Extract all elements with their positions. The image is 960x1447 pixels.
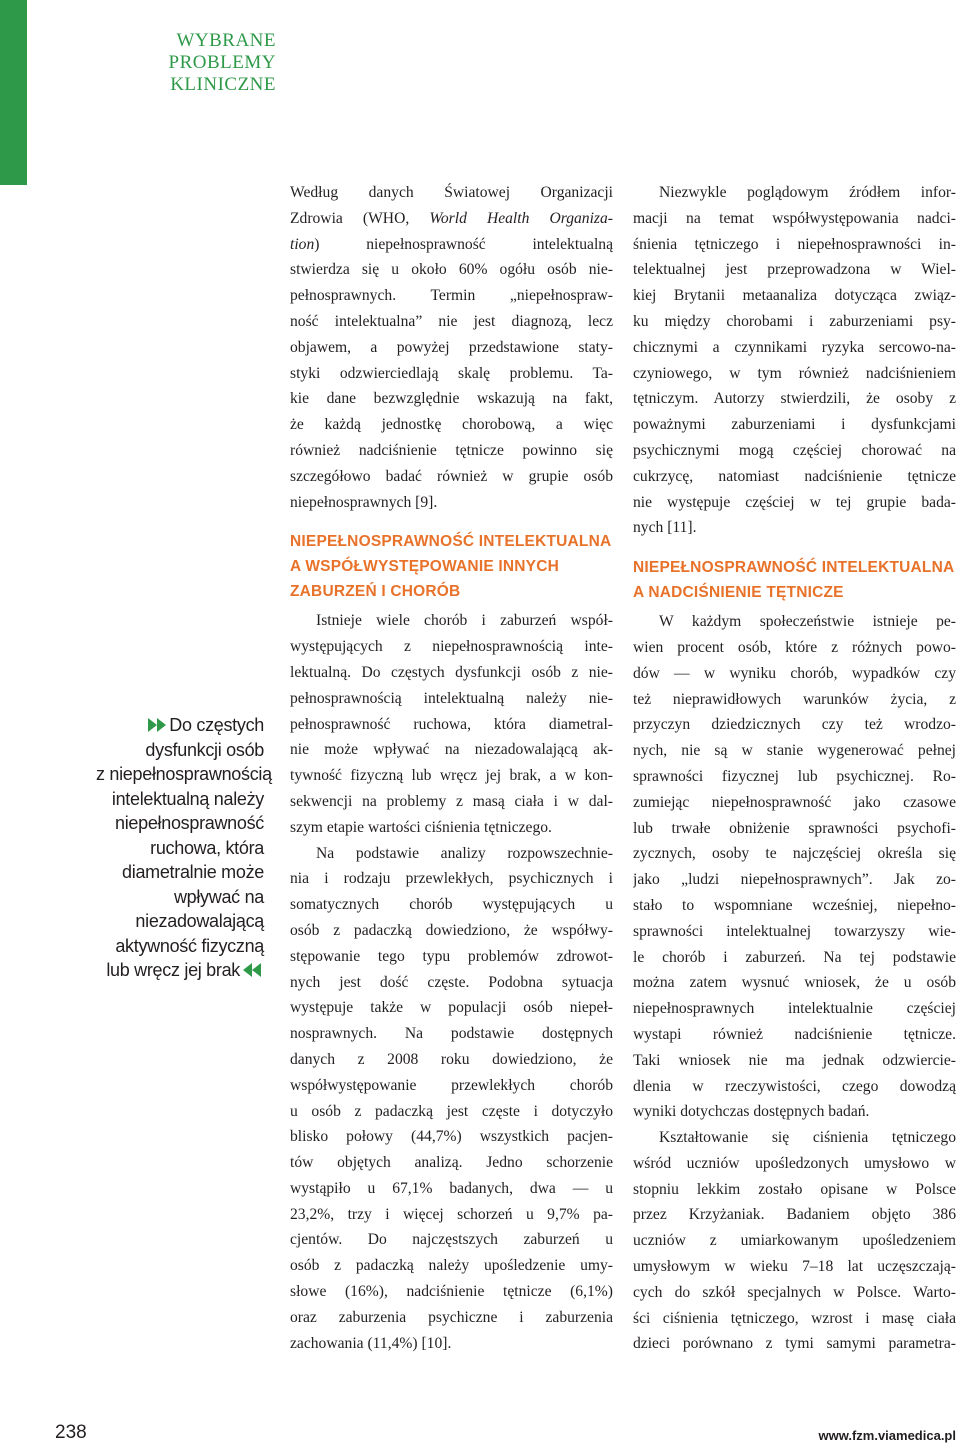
text-line: Zdrowia (WHO, World Health Organiza- [290,209,613,227]
section-label-line: PROBLEMY [168,52,276,73]
text-line: czyniowego, w tym również nadciśnieniem [633,364,956,382]
text-line: somatycznych chorób występujących u [290,896,613,914]
text-line: można zatem wysnuć wniosek, że u osób [633,974,956,992]
text-line: nia i rodzaju przewlekłych, psychicznych i [290,870,613,888]
text-line: ści ciśnienia tętniczego, wzrost i masę ciała [633,1309,956,1327]
text-line: wystąpiło u 67,1% badanych, dwa — u [290,1179,613,1197]
text-line: kiej Brytanii metaanaliza dotycząca związ- [633,287,956,305]
text-line: cjentów. Do najczęstszych zaburzeń u [290,1231,613,1249]
pull-quote-line: aktywność fizyczną [115,935,264,956]
text-line: Kształtowanie się ciśnienia tętniczego [659,1129,956,1147]
text-line: lub trwałe obniżenie sprawności psychofi- [633,819,956,837]
text-line: występuje także w populacji osób niepeł- [290,999,613,1017]
section-label-line: WYBRANE [176,30,276,51]
text-line: Istnieje wiele chorób i zaburzeń współ- [316,612,613,630]
text-line: Niezwykle poglądowym źródłem infor- [659,184,956,201]
text-line: niepełnosprawnych [9]. [290,493,438,511]
text-line: osób z padaczką dowiedziono, że współwy- [290,921,613,939]
text-line: nosprawnych. Na podstawie dostępnych [290,1025,613,1043]
paragraph [633,180,956,541]
text-column-right [633,180,956,1357]
pull-quote-line: dysfunkcji osób [145,739,264,760]
text-line: cukrzycę, natomiast nadciśnienie tętnicze [633,467,956,485]
pull-quote-line: z niepełnosprawnością [96,764,272,784]
section-heading: NIEPEŁNOSPRAWNOŚĆ INTELEKTUALNA A WSPÓŁWYSTĘPOWANIE INNYCH ZABURZEŃ I CHORÓB [290,533,612,601]
text-line: szczegółowo badać również w grupie osób [290,467,613,485]
text-line: śnienia tętniczego i niepełnosprawności in- [633,235,956,253]
pull-quote-line: wpływać na [173,886,264,907]
text-line: Taki wniosek nie ma jednak odzwiercie- [633,1051,956,1069]
text-line: uczniów z umiarkowanym upośledzeniem [633,1232,956,1250]
text-line: zachowania (11,4%) [10]. [290,1334,452,1352]
website-link[interactable]: www.fzm.viamedica.pl [818,1428,956,1443]
text-line: psychicznymi mogą częściej chorować na [633,441,956,459]
text-line: poważnymi zaburzeniami i dysfunkcjami [633,416,956,434]
text-line: oraz zaburzenia psychiczne i zaburzenia [290,1308,613,1326]
text-line: sprawności intelektualnej towarzyszy wie- [633,922,956,940]
text-line: stopniu lekkim zostało opisane w Polsce [633,1180,956,1198]
text-line: umysłowym w wieku 7–18 lat uczęszczają- [633,1258,956,1276]
text-line: tion) niepełnosprawność intelektualną [290,235,613,253]
text-line: nych, nie są w stanie wygenerować pełnej [633,742,956,760]
text-line: nych jest dość częste. Podobna sytuacja [290,973,613,991]
text-line: zumiejąc niepełnosprawność jako czasowe [633,793,956,811]
section-label [140,30,276,96]
text-line: macji na temat współwystępowania nadci- [633,209,956,227]
text-line: osób z padaczką należy upośledzenie umy- [290,1257,613,1275]
text-line: lektualną. Do częstych dysfunkcji osób z nie- [290,663,613,681]
text-line: le chorób i zaburzeń. Na tej podstawie [633,948,956,966]
pull-quote-line: diametralnie może [122,862,264,882]
text-line: nie występuje częściej w tej grupie bada- [633,493,956,511]
text-line: współwystępowanie przewlekłych chorób [290,1076,613,1094]
text-line: dzieci porównano z tymi samymi parametra- [633,1335,956,1353]
pull-quote [96,713,272,983]
pull-quote-line: lub wręcz jej brak [106,960,240,980]
text-line: występujących z niepełnosprawnością inte- [290,638,613,656]
text-line: danych z 2008 roku dowiedziono, że [290,1050,613,1068]
text-line: słowe (16%), nadciśnienie tętnicze (6,1%) [290,1283,613,1301]
text-line: kie dane bezwzględnie wskazują na fakt, [290,390,613,408]
text-line: przez Krzyżaniak. Badaniem objęto 386 [633,1206,956,1224]
double-arrow-right-icon [148,713,166,738]
page-number: 238 [55,1422,87,1443]
text-line: Na podstawie analizy rozpowszechnie- [316,844,613,862]
text-line: wystapi również nadciśnienie tętnicze. [633,1025,956,1043]
paragraph [290,608,613,840]
text-line: szym etapie wartości ciśnienia tętniczego. [290,818,552,836]
pull-quote-line: ruchowa, która [150,837,264,858]
text-line: Według danych Światowej Organizacji [290,184,613,201]
text-line: dlenia w rzeczywistości, czego dowodzą [633,1077,956,1095]
section-label-line: KLINICZNE [170,74,276,95]
text-line: pełnosprawnością intelektualną należy nie- [290,689,613,707]
pull-quote-line: niepełnosprawność [115,813,264,833]
text-line: jako „ludzi niepełnosprawnych”. Jak zo- [633,871,956,889]
text-line: stwierdza się u około 60% ogółu osób nie- [290,261,613,279]
text-line: też nieprawidłowych warunków życia, z [633,690,956,708]
text-line: nie może wpływać na niezadowalającą ak- [290,741,613,759]
text-line: również nadciśnienie tętnicze powinno się [290,441,613,459]
text-line: sekwencji na problemy z masą ciała i w dal- [290,792,613,810]
text-line: telektualnej jest przeprowadzona w Wiel- [633,261,956,279]
section-color-bar [0,0,27,185]
pull-quote-line: intelektualną należy [111,788,264,809]
text-line: tów objętych analizą. Jedno schorzenie [290,1154,613,1172]
text-line: styki odzwierciedlają skalę problemu. Ta- [290,364,613,382]
text-line: sprawności fizycznej lub psychicznej. Ro- [633,767,956,785]
text-line: zycznych, osoby te najczęściej określa się [633,845,956,863]
section-heading: NIEPEŁNOSPRAWNOŚĆ INTELEKTUALNA A NADCIŚNIENIE TĘTNICZE [633,559,955,602]
paragraph [290,180,613,515]
text-line: nych [11]. [633,519,697,537]
pull-quote-line: niezadowalającą [135,911,264,931]
text-line: że każdą jednostkę chorobową, a więc [290,416,613,434]
text-line: ność intelektualna” nie jest diagnozą, lecz [290,312,613,330]
text-line: blisko połowy (44,7%) wszystkich pacjen- [290,1128,613,1146]
double-arrow-left-icon [243,958,261,983]
paragraph [290,841,613,1357]
text-line: pełnosprawnych. Termin „niepełnospraw- [290,287,613,305]
text-line: 23,2%, trzy i więcej schorzeń u 9,7% pa- [290,1205,613,1223]
text-line: niepełnosprawnych intelektualnie częściej [633,1000,956,1018]
text-column-left [290,180,613,1356]
text-line: chicznymi a czynnikami ryzyka sercowo-na- [633,338,956,356]
text-line: dów — w wyniku chorób, wypadków czy [633,664,956,682]
text-line: W każdym społeczeństwie istnieje pe- [659,613,956,631]
text-line: tętniczym. Autorzy stwierdzili, że osoby z [633,390,956,408]
text-line: pełnosprawność ruchowa, która diametral- [290,715,613,733]
paragraph [633,609,956,1125]
text-line: ku między chorobami i zaburzeniami psy- [633,312,956,330]
text-line: u osób z padaczką jest częste i dotyczyło [290,1102,613,1120]
text-line: przyczyn dziedzicznych czy też wrodzo- [633,716,956,734]
text-line: wśród uczniów upośledzonych umysłowo w [633,1154,956,1172]
text-line: stało to wspomniane wcześniej, niepełno- [633,896,956,914]
text-line: cych do szkół specjalnych w Polsce. Warto- [633,1283,956,1301]
text-line: wien procent osób, które z różnych powo- [633,638,956,656]
paragraph [633,1125,956,1357]
text-line: stępowanie tego typu problemów zdrowot- [290,947,613,965]
pull-quote-line: Do częstych [169,715,264,735]
text-line: tywność fizyczną lub wręcz jej brak, a w kon- [290,767,613,785]
text-line: objawem, a powyżej przedstawione staty- [290,338,613,356]
text-line: wyniki dotychczas dostępnych badań. [633,1103,870,1121]
